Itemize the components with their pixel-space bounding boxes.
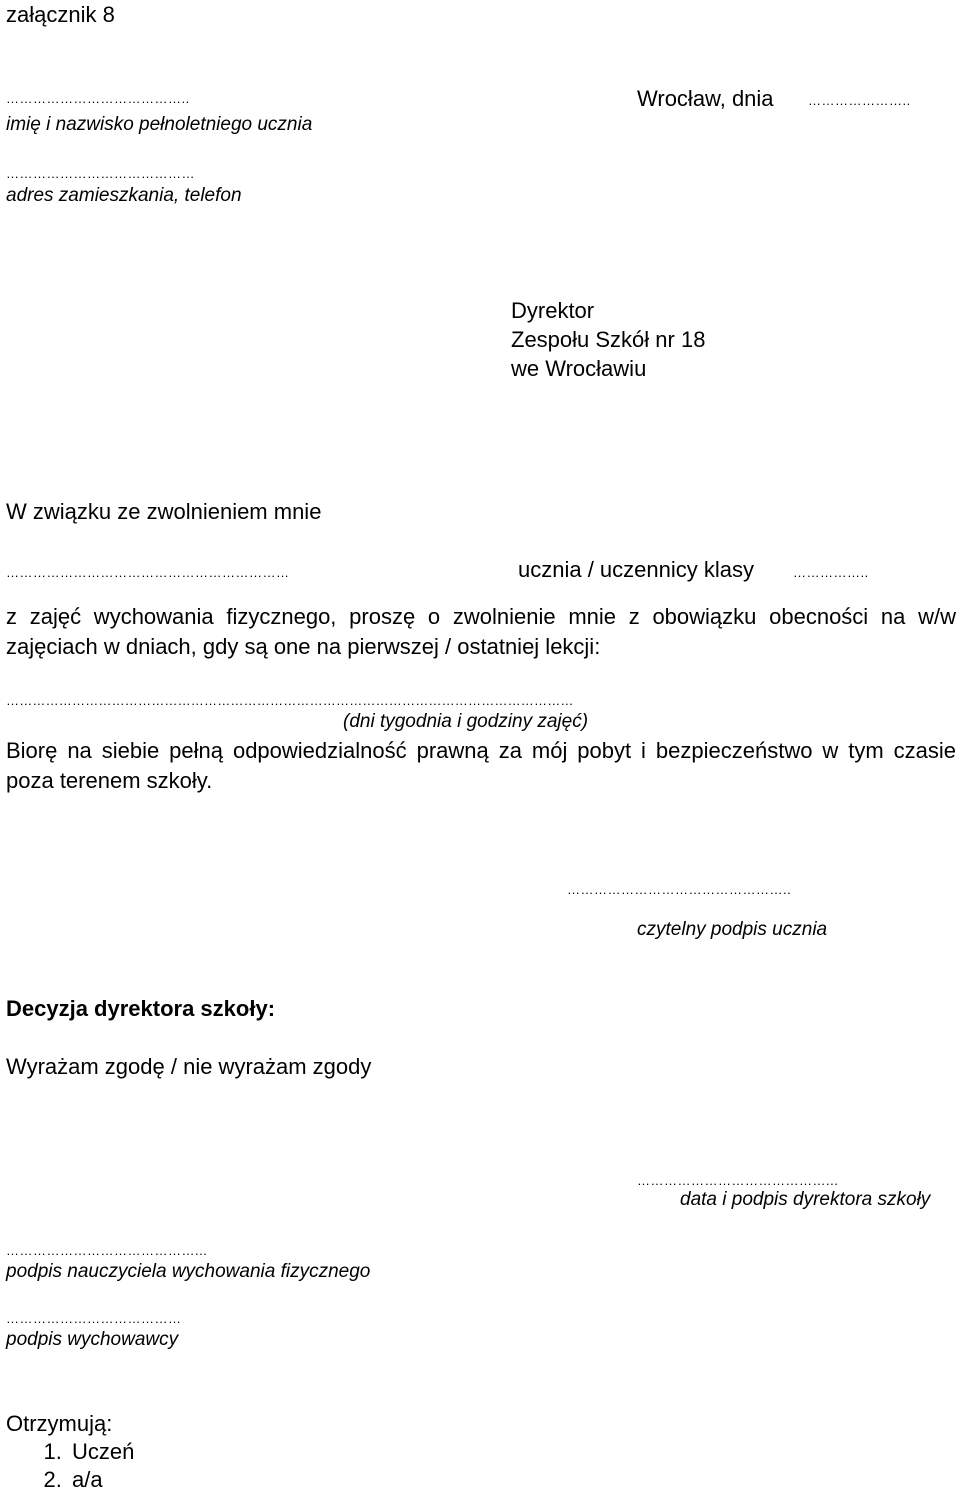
tutor-signature-field[interactable]: ………………………………… xyxy=(6,1311,182,1326)
addressee-city: we Wrocławiu xyxy=(511,356,647,381)
days-hours-caption: (dni tygodnia i godziny zajęć) xyxy=(343,711,589,732)
addressee-title: Dyrektor xyxy=(511,298,595,323)
address-caption: adres zamieszkania, telefon xyxy=(6,185,242,206)
responsibility-paragraph: Biorę na siebie pełną odpowiedzialność prawną za mój pobyt i bezpieczeństwo w tym czasie poza terenem szkoły. xyxy=(6,738,956,793)
decision-text: Wyrażam zgodę / nie wyrażam zgody xyxy=(6,1054,372,1079)
intro-text: W związku ze zwolnieniem mnie xyxy=(6,499,322,524)
recipients-list xyxy=(28,1438,134,1494)
address-field[interactable]: …………………………………… xyxy=(6,166,195,181)
tutor-signature-caption: podpis wychowawcy xyxy=(6,1329,179,1350)
student-name-field[interactable]: ………………………………….. xyxy=(6,91,190,106)
date-field[interactable]: ………………….. xyxy=(808,93,911,108)
student-signature-field[interactable]: ………………………………………….. xyxy=(567,882,792,897)
recipient-item: 2. a/a xyxy=(68,1466,134,1494)
attachment-label: załącznik 8 xyxy=(6,2,115,27)
addressee-school: Zespołu Szkół nr 18 xyxy=(511,327,706,352)
request-paragraph: z zajęć wychowania fizycznego, proszę o zwolnienie mnie z obowiązku obecności na w/w zajęciach w dniach, gdy są one na pierwszej / ostatniej lekcji: xyxy=(6,604,956,659)
pe-teacher-signature-field[interactable]: ……………………………………... xyxy=(6,1243,208,1258)
decision-heading: Decyzja dyrektora szkoły: xyxy=(6,996,276,1021)
place-date-label: Wrocław, dnia xyxy=(637,86,774,111)
days-hours-field[interactable]: ………………………………………………………………………………………………………………… xyxy=(6,693,574,708)
student-fullname-field[interactable]: ……………………………………………………… xyxy=(6,565,290,580)
recipient-item: 1. Uczeń xyxy=(68,1438,134,1466)
pe-teacher-signature-caption: podpis nauczyciela wychowania fizycznego xyxy=(6,1261,371,1282)
student-name-caption: imię i nazwisko pełnoletniego ucznia xyxy=(6,114,313,135)
director-signature-caption: data i podpis dyrektora szkoły xyxy=(680,1189,931,1210)
student-signature-caption: czytelny podpis ucznia xyxy=(637,919,828,940)
director-signature-field[interactable]: ……………………………………... xyxy=(637,1173,839,1188)
recipients-heading: Otrzymują: xyxy=(6,1411,113,1436)
class-label: ucznia / uczennicy klasy xyxy=(518,557,754,582)
class-field[interactable]: …………….. xyxy=(793,565,869,580)
